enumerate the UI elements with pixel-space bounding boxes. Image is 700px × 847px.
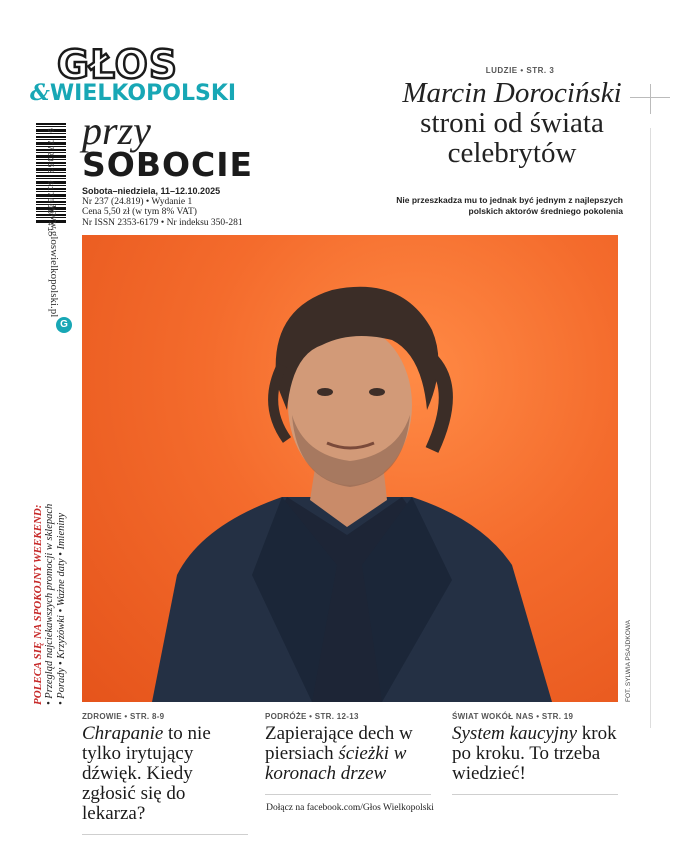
teaser-travel[interactable]	[265, 712, 431, 795]
teaser-kicker: ŚWIAT WOKÓŁ NAS • STR. 19	[452, 712, 574, 721]
supplement-sobocie: SOBOCIE	[82, 145, 254, 184]
barcode-number: 9 772353 617008 41	[45, 128, 54, 233]
logo-glos: GŁOS	[57, 43, 178, 88]
issue-number: Nr 237 (24.819) • Wydanie 1	[82, 196, 193, 207]
teaser-rest: krok po kroku. To trzeba wiedzieć!	[452, 723, 617, 784]
crop-mark-vertical	[650, 84, 651, 114]
promo-line-1: • Przegląd najciekawszych promocji w sklepach	[44, 503, 55, 705]
logo-wielkopolski-text: WIELKOPOLSKI	[49, 81, 237, 106]
teaser-rule	[452, 794, 618, 795]
top-story-subhead: Nie przeszkadza mu to jednak być jednym z najlepszych polskich aktorów średniego pokolenia	[396, 195, 623, 216]
teaser-world[interactable]	[452, 712, 618, 795]
teaser-rest: Zapierające dech w piersiach	[265, 723, 413, 764]
right-margin-rule	[650, 128, 651, 728]
teaser-health[interactable]	[82, 712, 248, 835]
top-story-headline-rest: stroni od świata celebrytów	[420, 107, 604, 169]
teaser-kicker: ZDROWIE • STR. 8-9	[82, 712, 165, 721]
teaser-text	[452, 724, 618, 784]
issue-issn: Nr ISSN 2353-6179 • Nr indeksu 350-281	[82, 217, 243, 228]
issue-price: Cena 5,50 zł (w tym 8% VAT)	[82, 207, 197, 217]
masthead-logo[interactable]	[30, 43, 237, 106]
portrait-illustration	[82, 235, 618, 702]
teaser-rule	[265, 794, 431, 795]
issue-info	[82, 186, 243, 228]
footer-facebook[interactable]: Dołącz na facebook.com/Głos Wielkopolski	[266, 803, 434, 813]
photo-credit: FOT. SYLWIA PSAJDKOWA	[625, 620, 632, 702]
site-logo-icon: G	[56, 317, 72, 333]
teaser-rest: to nie tylko irytujący dźwięk. Kiedy zgłosić się do lekarza?	[82, 723, 211, 824]
promo-line-2: • Porady • Krzyżówki • Ważne daty • Imieniny	[55, 512, 67, 705]
issue-date: Sobota–niedziela, 11–12.10.2025	[82, 186, 221, 196]
teaser-rule	[82, 834, 248, 835]
cover-photo[interactable]	[82, 235, 618, 702]
weekend-promo	[32, 504, 67, 705]
teaser-kicker: PODRÓŻE • STR. 12-13	[265, 712, 359, 721]
teaser-italic: System kaucyjny	[452, 723, 578, 744]
promo-title: POLECA SIĘ NA SPOKOJNY WEEKEND:	[32, 504, 44, 705]
teaser-text	[265, 724, 431, 784]
website-link[interactable]: www.gloswielkopolski.pl	[48, 205, 60, 318]
top-story-name: Marcin Dorociński	[402, 77, 622, 109]
logo-ampersand: &	[30, 80, 50, 106]
teaser-italic: Chrapanie	[82, 723, 164, 744]
top-story-kicker: LUDZIE • STR. 3	[485, 66, 555, 75]
supplement-przy: przy	[82, 108, 151, 153]
teaser-italic: ścieżki w koronach drzew	[265, 743, 407, 784]
top-story-headline[interactable]	[384, 78, 640, 168]
logo-wielkopolski	[30, 80, 236, 106]
